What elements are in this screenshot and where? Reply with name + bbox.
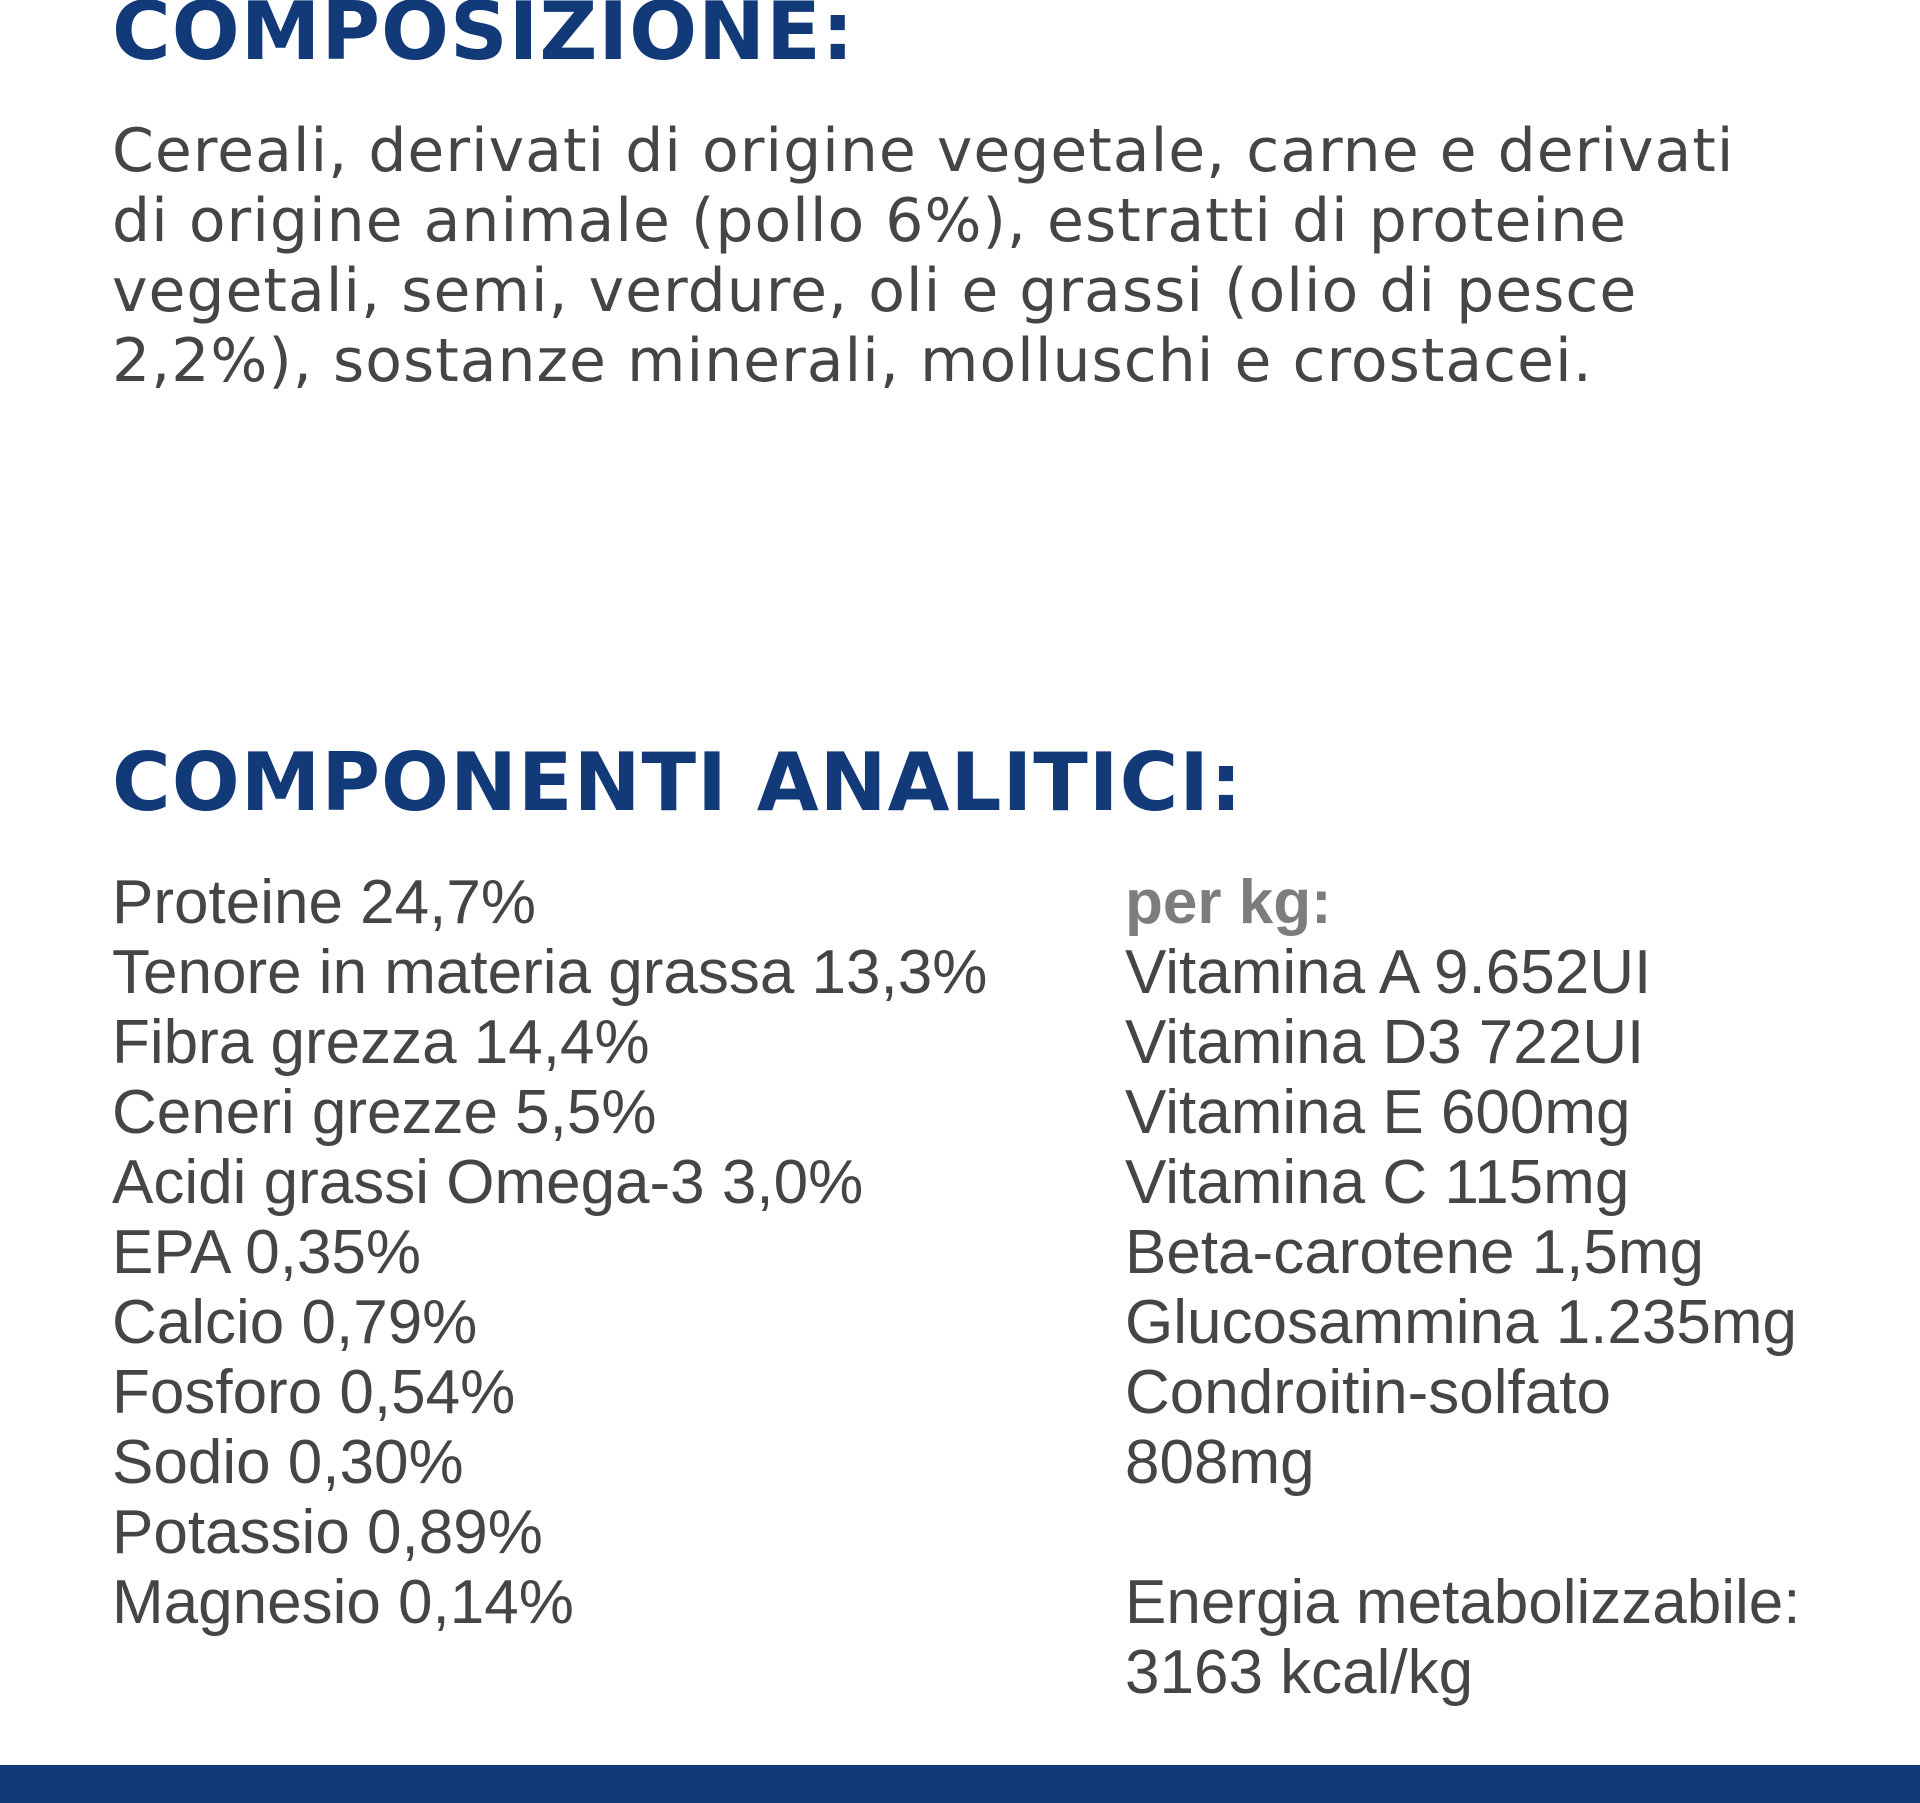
list-item: 808mg	[1125, 1428, 1315, 1497]
composizione-line: Cereali, derivati di origine vegetale, carne e derivati	[112, 116, 1735, 186]
list-item: Proteine 24,7%	[112, 868, 536, 937]
list-item: Fibra grezza 14,4%	[112, 1008, 650, 1077]
composizione-text	[112, 116, 1872, 396]
list-item: Calcio 0,79%	[112, 1288, 478, 1357]
per-kg-list	[1125, 868, 1801, 1708]
list-item: Vitamina E 600mg	[1125, 1078, 1631, 1147]
analytical-components-list	[112, 868, 987, 1638]
list-item: Acidi grassi Omega-3 3,0%	[112, 1148, 864, 1217]
list-item: Tenore in materia grassa 13,3%	[112, 938, 988, 1007]
list-item: Beta-carotene 1,5mg	[1125, 1218, 1705, 1287]
composizione-line: di origine animale (pollo 6%), estratti di proteine	[112, 186, 1627, 256]
list-item: Condroitin-solfato	[1125, 1358, 1611, 1427]
list-item: Sodio 0,30%	[112, 1428, 464, 1497]
composizione-title: COMPOSIZIONE:	[112, 0, 855, 78]
composizione-line: vegetali, semi, verdure, oli e grassi (olio di pesce	[112, 256, 1638, 326]
energy-label: Energia metabolizzabile:	[1125, 1568, 1801, 1637]
list-item: Fosforo 0,54%	[112, 1358, 516, 1427]
list-spacer	[1125, 1498, 1801, 1568]
list-item: Ceneri grezze 5,5%	[112, 1078, 657, 1147]
list-item: Potassio 0,89%	[112, 1498, 543, 1567]
list-item: Vitamina A 9.652UI	[1125, 938, 1652, 1007]
list-item: Vitamina D3 722UI	[1125, 1008, 1645, 1077]
list-item: EPA 0,35%	[112, 1218, 422, 1287]
componenti-analitici-title: COMPONENTI ANALITICI:	[112, 736, 1244, 829]
list-item: Magnesio 0,14%	[112, 1568, 574, 1637]
list-item: Vitamina C 115mg	[1125, 1148, 1630, 1217]
per-kg-heading: per kg:	[1125, 868, 1332, 937]
list-item: Glucosammina 1.235mg	[1125, 1288, 1797, 1357]
composizione-line: 2,2%), sostanze minerali, molluschi e crostacei.	[112, 326, 1593, 396]
energy-value: 3163 kcal/kg	[1125, 1638, 1474, 1707]
footer-bar	[0, 1765, 1920, 1803]
